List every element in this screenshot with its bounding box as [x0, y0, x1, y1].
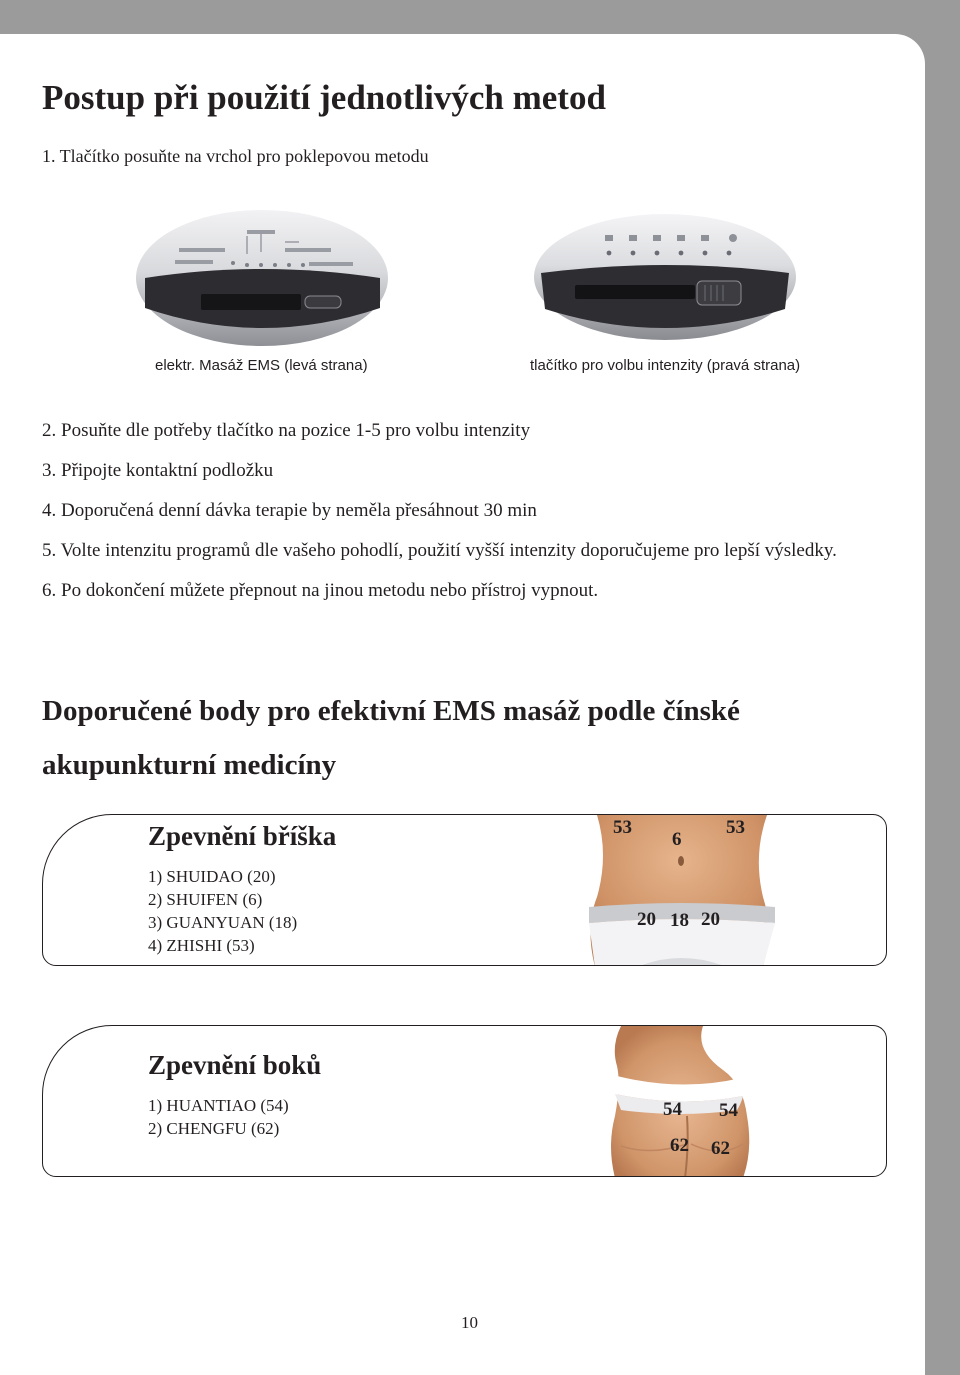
- point-label: 54: [719, 1100, 738, 1121]
- step-4: 4. Doporučená denní dávka terapie by neměla přesáhnout 30 min: [42, 500, 537, 521]
- abdomen-points-list: [148, 865, 297, 957]
- step-1: 1. Tlačítko posuňte na vrchol pro poklepovou metodu: [42, 146, 429, 166]
- point-label: 54: [663, 1099, 682, 1120]
- point-label: 18: [670, 910, 689, 931]
- hips-title: Zpevnění boků: [148, 1050, 322, 1080]
- list-item: 2) SHUIFEN (6): [148, 890, 263, 909]
- device-left-photo: [135, 208, 390, 348]
- caption-right: tlačítko pro volbu intenzity (pravá strana): [530, 357, 801, 374]
- step-3: 3. Připojte kontaktní podložku: [42, 460, 274, 481]
- section-heading: Doporučené body pro efektivní EMS masáž podle čínské akupunkturní medicíny: [42, 695, 740, 781]
- point-label: 62: [711, 1138, 730, 1159]
- list-item: 1) SHUIDAO (20): [148, 867, 276, 886]
- point-label: 6: [672, 829, 682, 850]
- point-label: 20: [701, 909, 720, 930]
- list-item: 1) HUANTIAO (54): [148, 1096, 289, 1115]
- abdomen-title: Zpevnění bříška: [148, 821, 337, 851]
- caption-left: elektr. Masáž EMS (levá strana): [155, 357, 368, 374]
- steps-list: [42, 416, 902, 616]
- abdomen-photo: [577, 815, 787, 966]
- list-item: 3) GUANYUAN (18): [148, 913, 298, 932]
- hips-points-list: [148, 1094, 289, 1140]
- step-2: 2. Posuňte dle potřeby tlačítko na pozice 1-5 pro volbu intenzity: [42, 420, 531, 441]
- point-label: 20: [637, 909, 656, 930]
- device-right-photo: [533, 213, 798, 346]
- point-label: 62: [670, 1135, 689, 1156]
- page-title: Postup při použití jednotlivých metod: [42, 78, 606, 117]
- list-item: 4) ZHISHI (53): [148, 936, 255, 955]
- step-5: 5. Volte intenzitu programů dle vašeho pohodlí, použití vyšší intenzity doporučujeme pro lepší výsledky.: [42, 540, 837, 561]
- step-6: 6. Po dokončení můžete přepnout na jinou metodu nebo přístroj vypnout.: [42, 580, 599, 601]
- page-number: 10: [461, 1313, 478, 1332]
- list-item: 2) CHENGFU (62): [148, 1119, 280, 1138]
- abdomen-box: [42, 814, 887, 966]
- hips-box: [42, 1025, 887, 1177]
- point-label: 53: [726, 817, 745, 838]
- point-label: 53: [613, 817, 632, 838]
